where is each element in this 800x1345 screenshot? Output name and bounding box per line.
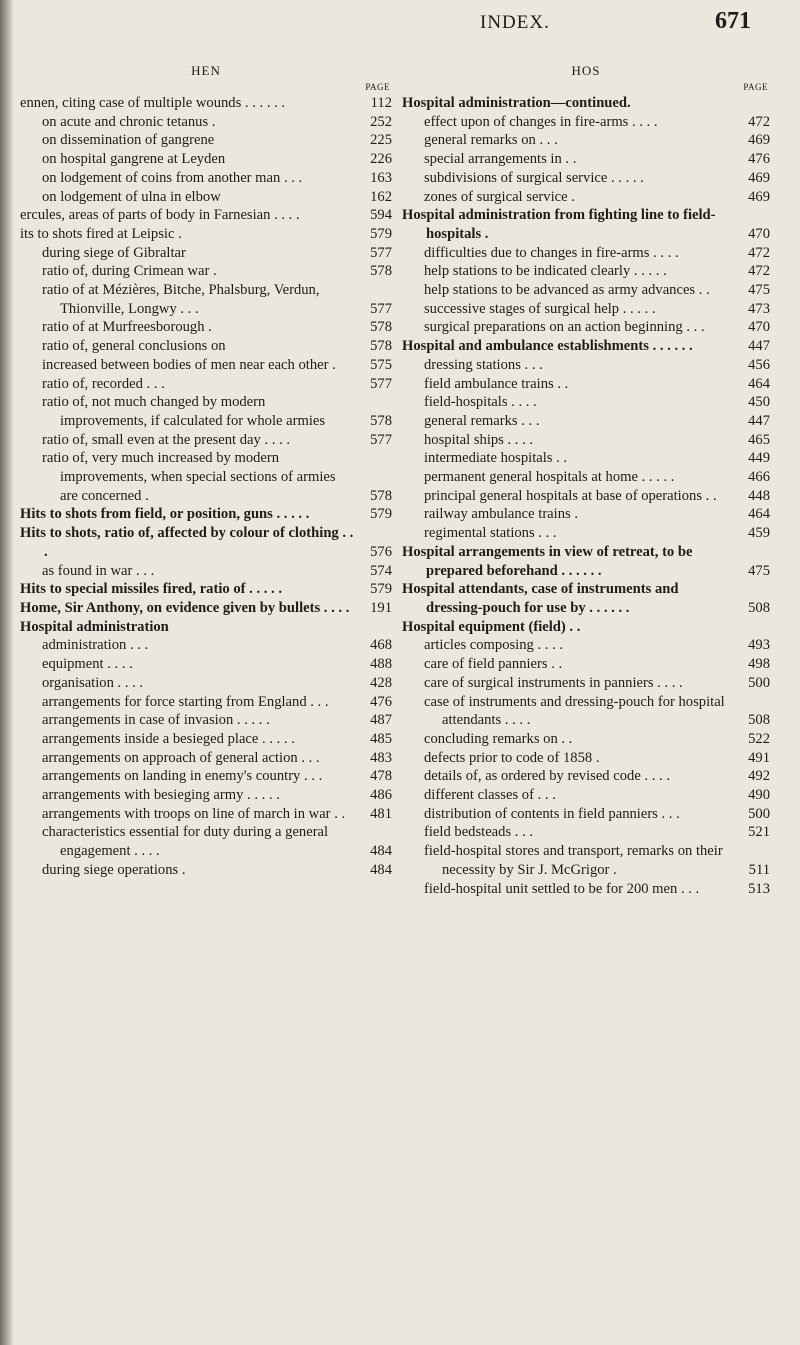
- index-entry-text: hospital ships . . . .: [424, 431, 534, 448]
- index-entry-text: arrangements with besieging army . . . . .: [42, 787, 280, 804]
- index-entry-page: 464: [748, 375, 770, 392]
- index-entry: [20, 562, 392, 581]
- index-entry-text: defects prior to code of 1858 .: [424, 749, 600, 766]
- index-entry-page: 485: [370, 730, 392, 747]
- index-entry: [20, 674, 392, 693]
- index-entry: [402, 618, 770, 637]
- index-entry-text: help stations to be indicated clearly . . . . .: [424, 263, 667, 280]
- index-entry-text: field-hospital stores and transport, remarks on their necessity by Sir J. McGrigor .: [424, 843, 723, 878]
- page-column-label: PAGE: [365, 82, 390, 92]
- index-entry: [402, 206, 770, 243]
- index-entry: [402, 318, 770, 337]
- index-entry-page: 498: [748, 656, 770, 673]
- index-entry: [20, 262, 392, 281]
- index-entry-page: 456: [748, 356, 770, 373]
- index-entry: [402, 281, 770, 300]
- index-entry-text: ennen, citing case of multiple wounds . . . . . .: [20, 95, 286, 111]
- index-entry-page: 466: [748, 469, 770, 486]
- index-entry: [402, 730, 770, 749]
- index-entry-page: 513: [748, 880, 770, 897]
- index-entry-page: 500: [748, 674, 770, 691]
- index-entry-page: 576: [370, 543, 392, 560]
- index-entry-text: its to shots fired at Leipsic .: [20, 225, 182, 242]
- index-entry-page: 468: [370, 637, 392, 654]
- index-entry-page: 484: [370, 861, 392, 878]
- index-entry-text: field ambulance trains . .: [424, 375, 569, 392]
- index-entry: [20, 337, 392, 356]
- index-entry-page: 577: [370, 375, 392, 392]
- index-entry: [402, 449, 770, 468]
- index-entry-text: arrangements for force starting from England . . .: [42, 693, 329, 710]
- index-entry: [20, 730, 392, 749]
- index-entry-page: 579: [370, 581, 392, 598]
- index-entry-text: increased between bodies of men near each other .: [42, 356, 336, 373]
- index-entry-page: 579: [370, 225, 392, 242]
- index-entry-text: ratio of at Mézières, Bitche, Phalsburg, Verdun, Thionville, Longwy . . .: [42, 282, 320, 317]
- index-entry: [402, 375, 770, 394]
- index-entry: [402, 786, 770, 805]
- index-entry: [20, 524, 392, 561]
- index-entry-page: 577: [370, 244, 392, 261]
- index-entry-page: 225: [370, 132, 392, 149]
- index-entry-text: administration . . .: [42, 637, 149, 654]
- index-entry: [402, 356, 770, 375]
- index-entry-text: ratio of, small even at the present day . . . .: [42, 431, 291, 448]
- index-entry: [20, 767, 392, 786]
- index-entry-text: care of surgical instruments in panniers . . . .: [424, 674, 683, 691]
- index-entry-page: 578: [370, 487, 392, 504]
- index-entry-page: 191: [370, 599, 392, 616]
- index-entry-text: arrangements on approach of general action . . .: [42, 749, 320, 766]
- index-entry-text: arrangements inside a besieged place . . . . .: [42, 730, 295, 747]
- index-entry-text: Hospital and ambulance establishments . . . . . .: [402, 338, 693, 355]
- index-entry-page: 508: [748, 599, 770, 616]
- index-entry: [402, 188, 770, 207]
- index-entry-page: 252: [370, 113, 392, 130]
- index-entry: [402, 244, 770, 263]
- index-entry-page: 469: [748, 132, 770, 149]
- index-entry-text: Hospital attendants, case of instruments and dressing-pouch for use by . . . . . .: [402, 581, 679, 616]
- index-entry: [402, 636, 770, 655]
- index-entry-text: ratio of, general conclusions on: [42, 338, 226, 355]
- index-entry-text: Hospital administration: [20, 618, 169, 635]
- index-entry-text: ratio of, during Crimean war .: [42, 263, 217, 280]
- index-entry-page: 476: [370, 693, 392, 710]
- index-entry: [20, 861, 392, 880]
- index-entry-text: care of field panniers . .: [424, 656, 563, 673]
- index-entry-page: 484: [370, 843, 392, 860]
- index-entry: [402, 524, 770, 543]
- index-entry: [402, 543, 770, 580]
- index-entries: [402, 94, 770, 898]
- index-entry-page: 475: [748, 282, 770, 299]
- index-entry-text: permanent general hospitals at home . . . . .: [424, 469, 675, 486]
- index-entry: [20, 580, 392, 599]
- index-entry-page: 459: [748, 525, 770, 542]
- index-entry-text: zones of surgical service .: [424, 188, 575, 205]
- index-entry: [402, 487, 770, 506]
- index-entry-text: concluding remarks on . .: [424, 730, 573, 747]
- index-entry: [402, 131, 770, 150]
- index-entry-page: 469: [748, 188, 770, 205]
- index-entry-text: field-hospital unit settled to be for 200 men . . .: [424, 880, 700, 897]
- index-entry: [20, 94, 392, 113]
- index-entry-page: 472: [748, 113, 770, 130]
- index-entry-page: 487: [370, 712, 392, 729]
- index-entry: [402, 693, 770, 730]
- index-entry: [402, 655, 770, 674]
- index-entry-page: 490: [748, 787, 770, 804]
- index-entry-page: 483: [370, 749, 392, 766]
- index-entry: [402, 113, 770, 132]
- index-entry: [402, 94, 770, 113]
- page-column-label: PAGE: [743, 82, 768, 92]
- index-entry-page: 472: [748, 263, 770, 280]
- index-entry: [402, 805, 770, 824]
- index-entry-text: Hospital equipment (field) . .: [402, 618, 581, 635]
- index-entry-page: 492: [748, 768, 770, 785]
- index-entry-page: 465: [748, 431, 770, 448]
- index-entry-page: 577: [370, 300, 392, 317]
- index-entry-text: on hospital gangrene at Leyden: [42, 151, 226, 168]
- index-entry-text: subdivisions of surgical service . . . . .: [424, 169, 644, 186]
- index-entry-text: Hits to shots, ratio of, affected by colour of clothing . . .: [20, 525, 354, 560]
- index-entry: [20, 188, 392, 207]
- column-heading: HOS: [571, 63, 601, 78]
- index-entry: [20, 599, 392, 618]
- index-entry-page: 522: [748, 730, 770, 747]
- index-entry-text: ratio of, not much changed by modern improvements, if calculated for whole armies: [42, 394, 326, 429]
- index-entry-text: organisation . . . .: [42, 674, 144, 691]
- index-entry-text: general remarks . . .: [424, 412, 540, 429]
- index-entry-text: field bedsteads . . .: [424, 824, 534, 841]
- index-entry: [20, 169, 392, 188]
- index-entry: [20, 150, 392, 169]
- index-entry-page: 163: [370, 169, 392, 186]
- index-entry: [402, 412, 770, 431]
- index-entry-page: 112: [370, 95, 392, 111]
- index-entry: [20, 113, 392, 132]
- index-entry-text: on lodgement of ulna in elbow: [42, 188, 221, 205]
- index-entries: [20, 94, 392, 880]
- index-entry-text: ratio of at Murfreesborough .: [42, 319, 212, 336]
- index-entry-page: 470: [748, 225, 770, 242]
- index-entry: [402, 767, 770, 786]
- index-entry: [402, 300, 770, 319]
- index-entry-page: 473: [748, 300, 770, 317]
- index-entry-page: 476: [748, 151, 770, 168]
- index-entry: [402, 150, 770, 169]
- index-entry-page: 481: [370, 805, 392, 822]
- index-entry: [20, 786, 392, 805]
- index-entry-page: 575: [370, 356, 392, 373]
- index-entry: [20, 206, 392, 225]
- index-entry-text: field-hospitals . . . .: [424, 394, 537, 411]
- index-entry-page: 428: [370, 674, 392, 691]
- index-entry-text: general remarks on . . .: [424, 132, 558, 149]
- index-entry: [20, 618, 392, 637]
- index-entry: [20, 318, 392, 337]
- index-entry-text: intermediate hospitals . .: [424, 450, 568, 467]
- index-entry: [20, 693, 392, 712]
- index-entry: [20, 711, 392, 730]
- index-entry-text: arrangements in case of invasion . . . . .: [42, 712, 270, 729]
- index-entry-page: 447: [748, 338, 770, 355]
- index-entry: [20, 375, 392, 394]
- index-entry-text: on lodgement of coins from another man . . .: [42, 169, 303, 186]
- index-entry-text: railway ambulance trains .: [424, 506, 578, 523]
- running-head-title: INDEX.: [480, 12, 550, 33]
- index-entry-page: 226: [370, 151, 392, 168]
- index-entry-page: 472: [748, 244, 770, 261]
- index-entry-text: distribution of contents in field panniers . . .: [424, 805, 680, 822]
- index-entry-text: Hospital arrangements in view of retreat, to be prepared beforehand . . . . . .: [402, 543, 693, 579]
- index-entry: [20, 505, 392, 524]
- index-entry-text: difficulties due to changes in fire-arms . . . .: [424, 244, 679, 261]
- index-entry: [402, 169, 770, 188]
- index-entry: [402, 842, 770, 879]
- index-entry: [20, 805, 392, 824]
- index-entry: [20, 749, 392, 768]
- index-entry: [20, 244, 392, 263]
- index-entry-page: 508: [748, 712, 770, 729]
- column-heading: HEN: [191, 63, 221, 78]
- index-entry-page: 488: [370, 656, 392, 673]
- index-entry-page: 578: [370, 338, 392, 355]
- index-entry-page: 449: [748, 450, 770, 467]
- index-entry-page: 594: [370, 207, 392, 224]
- index-entry: [20, 655, 392, 674]
- index-entry-text: Hits to special missiles fired, ratio of . . . . .: [20, 581, 282, 598]
- index-entry: [402, 749, 770, 768]
- index-entry-page: 579: [370, 506, 392, 523]
- index-entry-text: surgical preparations on an action beginning . . .: [424, 319, 705, 336]
- index-entry-text: help stations to be advanced as army advances . .: [424, 282, 710, 299]
- index-entry-text: ratio of, recorded . . .: [42, 375, 165, 392]
- index-entry: [20, 431, 392, 450]
- index-entry: [20, 823, 392, 860]
- index-entry: [20, 636, 392, 655]
- index-entry-text: as found in war . . .: [42, 562, 155, 579]
- index-entry-text: arrangements on landing in enemy's country . . .: [42, 768, 323, 785]
- index-entry: [402, 337, 770, 356]
- index-entry-page: 500: [748, 805, 770, 822]
- index-entry-text: articles composing . . . .: [424, 637, 564, 654]
- index-entry-text: Hits to shots from field, or position, guns . . . . .: [20, 506, 310, 523]
- index-entry-text: Hospital administration—continued.: [402, 95, 631, 111]
- index-entry-page: 469: [748, 169, 770, 186]
- index-entry-text: characteristics essential for duty during a general engagement . . . .: [42, 824, 329, 860]
- index-entry-page: 448: [748, 487, 770, 504]
- running-head: [0, 8, 800, 42]
- index-entry: [20, 393, 392, 430]
- index-entry-page: 464: [748, 506, 770, 523]
- index-entry-page: 475: [748, 562, 770, 579]
- index-entry-page: 578: [370, 263, 392, 280]
- index-entry: [20, 449, 392, 505]
- index-entry-page: 447: [748, 412, 770, 429]
- index-entry-text: during siege operations .: [42, 861, 186, 878]
- index-entry-text: regimental stations . . .: [424, 525, 557, 542]
- index-entry: [402, 431, 770, 450]
- index-entry-page: 478: [370, 768, 392, 785]
- index-entry-text: dressing stations . . .: [424, 356, 543, 373]
- index-entry-text: details of, as ordered by revised code . . . .: [424, 768, 670, 785]
- index-entry-text: during siege of Gibraltar: [42, 244, 186, 261]
- index-entry-text: principal general hospitals at base of operations . .: [424, 487, 717, 504]
- index-entry-text: effect upon of changes in fire-arms . . . .: [424, 113, 658, 130]
- index-entry-text: successive stages of surgical help . . . . .: [424, 300, 656, 317]
- index-entry-page: 511: [748, 861, 770, 878]
- page-left-edge-shadow: [0, 0, 14, 1345]
- index-entry-page: 486: [370, 787, 392, 804]
- index-entry: [402, 880, 770, 899]
- index-entry-text: equipment . . . .: [42, 656, 133, 673]
- index-entry-page: 521: [748, 824, 770, 841]
- index-entry-text: on dissemination of gangrene: [42, 132, 215, 149]
- index-entry-page: 574: [370, 562, 392, 579]
- index-entry: [20, 225, 392, 244]
- index-entry: [20, 281, 392, 318]
- index-entry-text: ratio of, very much increased by modern improvements, when special sections of armies are concerned .: [42, 450, 336, 504]
- index-entry-page: 578: [370, 412, 392, 429]
- index-entry: [20, 356, 392, 375]
- index-entry: [402, 505, 770, 524]
- index-entry-text: case of instruments and dressing-pouch for hospital attendants . . . .: [424, 693, 725, 729]
- index-entry: [20, 131, 392, 150]
- index-entry: [402, 580, 770, 617]
- index-entry: [402, 393, 770, 412]
- index-entry-text: Hospital administration from fighting line to field-hospitals .: [402, 207, 716, 242]
- index-entry-page: 491: [748, 749, 770, 766]
- index-entry: [402, 674, 770, 693]
- index-entry-page: 577: [370, 431, 392, 448]
- index-entry-page: 578: [370, 319, 392, 336]
- index-entry-text: different classes of . . .: [424, 787, 556, 804]
- index-column-left: [20, 62, 392, 880]
- index-entry-text: Home, Sir Anthony, on evidence given by bullets . . . .: [20, 599, 350, 616]
- index-entry: [402, 262, 770, 281]
- index-entry-text: ercules, areas of parts of body in Farnesian . . . .: [20, 207, 300, 224]
- index-column-right: [402, 62, 770, 898]
- index-entry: [402, 468, 770, 487]
- index-entry-page: 470: [748, 319, 770, 336]
- index-entry-page: 493: [748, 637, 770, 654]
- index-entry-page: 162: [370, 188, 392, 205]
- index-entry-text: arrangements with troops on line of march in war . .: [42, 805, 346, 822]
- page-number: 671: [715, 8, 751, 34]
- index-entry-text: special arrangements in . .: [424, 151, 577, 168]
- index-entry: [402, 823, 770, 842]
- index-entry-text: on acute and chronic tetanus .: [42, 113, 216, 130]
- index-entry-page: 450: [748, 394, 770, 411]
